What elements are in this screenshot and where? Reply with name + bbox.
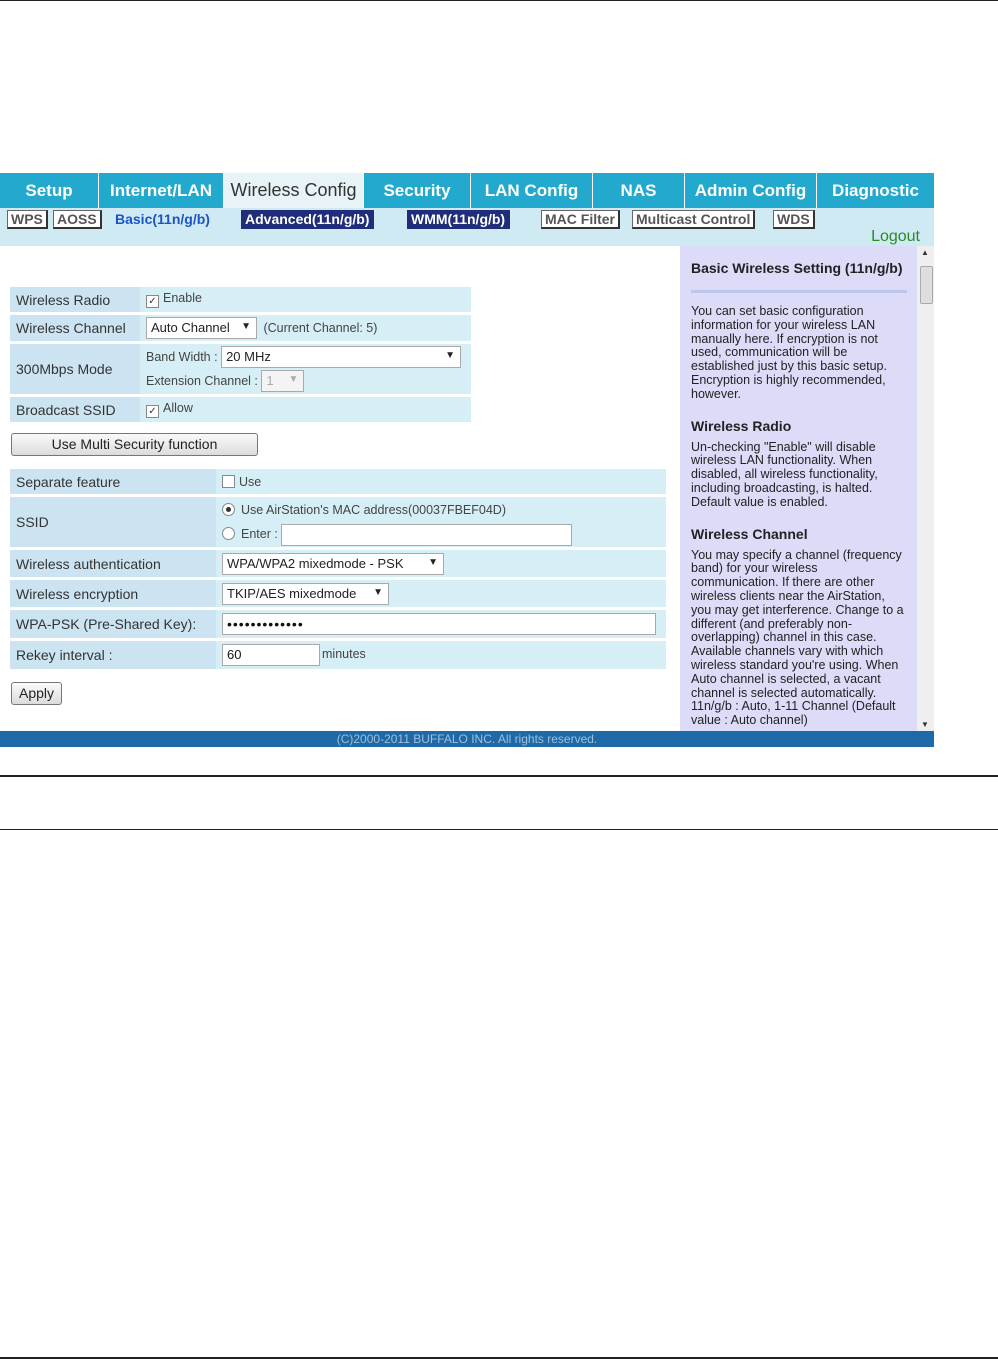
- wpa-psk-input[interactable]: •••••••••••••: [222, 613, 656, 635]
- wireless-encryption-value: TKIP/AES mixedmode: [227, 585, 357, 601]
- tab-internet-lan[interactable]: Internet/LAN: [99, 173, 224, 208]
- rule-2: [0, 829, 998, 830]
- logout-link[interactable]: Logout: [871, 228, 920, 245]
- chevron-down-icon: ▼: [241, 321, 251, 332]
- ssid-enter-option-text: Enter :: [241, 527, 278, 541]
- chevron-down-icon: ▼: [288, 374, 299, 385]
- band-width-select[interactable]: [221, 346, 461, 368]
- help-title: Basic Wireless Setting (11n/g/b): [691, 260, 903, 276]
- rekey-interval-cell: [216, 641, 666, 669]
- tab-setup[interactable]: Setup: [0, 173, 99, 208]
- wireless-channel-label: Wireless Channel: [10, 315, 140, 341]
- router-admin-screenshot: [0, 173, 934, 747]
- current-channel-text: (Current Channel: 5): [263, 321, 378, 335]
- chevron-down-icon: ▼: [373, 586, 383, 598]
- subtab-aoss[interactable]: AOSS: [53, 210, 102, 229]
- mode-300mbps-cell: [140, 344, 471, 394]
- ssid-enter-radio[interactable]: [222, 527, 235, 540]
- wireless-radio-cell: [140, 287, 471, 312]
- rekey-interval-label: Rekey interval :: [10, 641, 216, 669]
- tab-nas[interactable]: NAS: [593, 173, 685, 208]
- scroll-down-icon[interactable]: ▼: [921, 720, 929, 729]
- help-radio-text: Un-checking "Enable" will disable wireless LAN functionality. When disabled, all wireless functionality, including broadcasting, is halted. Default value is enabled.: [691, 439, 878, 509]
- ssid-label: SSID: [10, 497, 216, 547]
- apply-button[interactable]: Apply: [11, 682, 62, 705]
- ssid-cell: [216, 497, 666, 547]
- help-panel: [680, 246, 917, 731]
- wireless-channel-value: Auto Channel: [151, 320, 230, 335]
- extension-channel-label: Extension Channel :: [146, 374, 258, 388]
- separate-feature-cell: [216, 469, 666, 494]
- separate-feature-label: Separate feature: [10, 469, 216, 494]
- sub-tab-bar: [0, 208, 934, 246]
- wpa-psk-cell: [216, 610, 666, 638]
- wireless-authentication-select[interactable]: [222, 553, 444, 575]
- help-intro-text: You can set basic configuration information for your wireless LAN manually here. If encryption is not used, communication will be established just by this basic setup. Encryption is highly recommended, however.: [691, 304, 887, 401]
- extension-channel-select[interactable]: [261, 370, 304, 392]
- scroll-up-icon[interactable]: ▲: [921, 248, 929, 257]
- wireless-channel-select[interactable]: [146, 317, 257, 339]
- broadcast-ssid-allow-text: Allow: [163, 401, 193, 415]
- chevron-down-icon: ▼: [428, 556, 438, 568]
- settings-form-area: [0, 246, 680, 731]
- subtab-wds[interactable]: WDS: [773, 210, 815, 229]
- wireless-channel-cell: [140, 315, 471, 341]
- main-tab-bar: [0, 173, 934, 208]
- chevron-down-icon: ▼: [445, 350, 456, 361]
- rule-1: [0, 775, 998, 777]
- help-content: [691, 260, 907, 728]
- extension-channel-value: 1: [266, 373, 274, 388]
- help-scrollbar[interactable]: [917, 246, 934, 731]
- mode-300mbps-label: 300Mbps Mode: [10, 344, 140, 394]
- subtab-wmm[interactable]: WMM(11n/g/b): [407, 210, 510, 229]
- subtab-wps[interactable]: WPS: [7, 210, 48, 229]
- subtab-mac-filter[interactable]: MAC Filter: [541, 210, 620, 229]
- help-divider: [691, 290, 907, 293]
- broadcast-ssid-checkbox[interactable]: ✓: [146, 405, 159, 418]
- tab-wireless-config[interactable]: Wireless Config: [224, 173, 364, 208]
- subtab-basic[interactable]: Basic(11n/g/b): [112, 211, 213, 227]
- wireless-authentication-value: WPA/WPA2 mixedmode - PSK: [227, 555, 404, 571]
- rekey-unit-text: minutes: [322, 647, 366, 662]
- subtab-multicast-control[interactable]: Multicast Control: [632, 210, 755, 229]
- scrollbar-thumb[interactable]: [920, 266, 933, 304]
- help-radio-title: Wireless Radio: [691, 417, 792, 434]
- separate-feature-checkbox[interactable]: [222, 475, 235, 488]
- rekey-interval-input[interactable]: 60: [222, 644, 320, 666]
- broadcast-ssid-cell: [140, 397, 471, 422]
- wireless-radio-enable-text: Enable: [163, 291, 202, 305]
- wireless-authentication-cell: [216, 550, 666, 577]
- ssid-mac-option-text: Use AirStation's MAC address(00037FBEF04D): [241, 503, 506, 517]
- ssid-input[interactable]: [281, 524, 572, 546]
- ssid-mac-radio[interactable]: [222, 503, 235, 516]
- band-width-label: Band Width :: [146, 350, 218, 364]
- wireless-authentication-label: Wireless authentication: [10, 550, 216, 577]
- help-channel-title: Wireless Channel: [691, 525, 808, 542]
- help-channel-text: You may specify a channel (frequency band) for your wireless communication. If there are other wireless clients near the AirStation, you may get interference. Change to a different (and preferably non-overlapping) channel in this case. Available channels vary with which wireless standard you're using. When Auto channel is selected, a vacant channel is selected automatically. 11n/g/b : Auto, 1-11 Channel (Default value : Auto channel): [691, 547, 904, 728]
- wireless-encryption-label: Wireless encryption: [10, 580, 216, 607]
- wireless-radio-label: Wireless Radio: [10, 287, 140, 312]
- tab-lan-config[interactable]: LAN Config: [471, 173, 593, 208]
- multi-security-button[interactable]: Use Multi Security function: [11, 433, 258, 456]
- band-width-value: 20 MHz: [226, 349, 271, 364]
- subtab-advanced[interactable]: Advanced(11n/g/b): [241, 210, 374, 229]
- tab-diagnostic[interactable]: Diagnostic: [832, 181, 919, 200]
- copyright-footer: (C)2000-2011 BUFFALO INC. All rights reserved.: [0, 731, 934, 747]
- wireless-encryption-cell: [216, 580, 666, 607]
- separate-feature-use-text: Use: [239, 474, 262, 489]
- wireless-encryption-select[interactable]: [222, 583, 389, 605]
- security-settings-table: [10, 466, 666, 672]
- tab-admin-config[interactable]: Admin Config: [685, 173, 817, 208]
- broadcast-ssid-label: Broadcast SSID: [10, 397, 140, 422]
- tab-security[interactable]: Security: [364, 173, 471, 208]
- wireless-radio-checkbox[interactable]: ✓: [146, 295, 159, 308]
- page-top-rule: [0, 0, 998, 1]
- basic-settings-table: [10, 284, 471, 425]
- wpa-psk-label: WPA-PSK (Pre-Shared Key):: [10, 610, 216, 638]
